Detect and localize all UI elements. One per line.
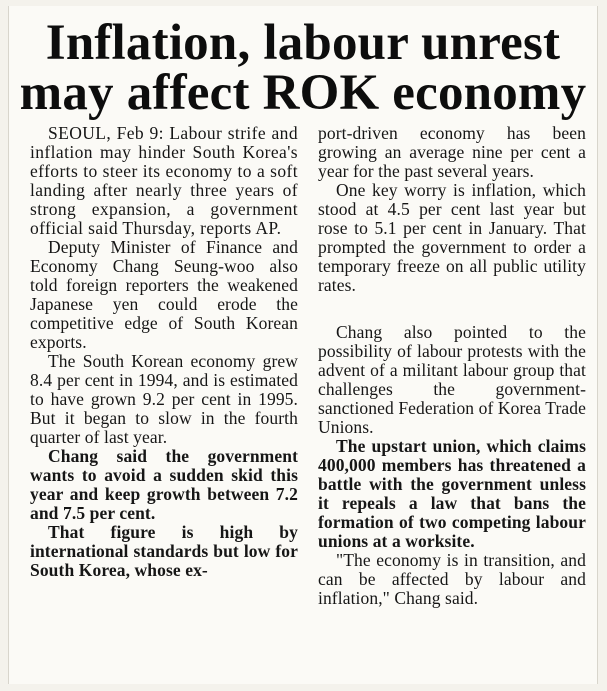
headline [9, 6, 597, 121]
paragraph: That figure is high by international standards but low for South Korea, whose ex- [30, 522, 298, 580]
paragraph: The upstart union, which claims 400,000 members has threatened a battle with the government unless it repeals a law that bans the formation of two competing labour unions at a worksite. [318, 436, 586, 551]
headline-line-2: may affect ROK economy [19, 65, 587, 121]
paragraph: One key worry is inflation, which stood at 4.5 per cent last year but rose to 5.1 per cent in January. That prompted the government to order a temporary freeze on all public utility rates. [318, 180, 586, 295]
headline-line-1: Inflation, labour unrest [45, 15, 561, 71]
article-column-right [318, 124, 586, 608]
paragraph: Chang said the government wants to avoid a sudden skid this year and keep growth between 7.2 and 7.5 per cent. [30, 446, 298, 523]
paragraph: The South Korean economy grew 8.4 per cent in 1994, and is estimated to have grown 9.2 per cent in 1995. But it began to slow in the fourth quarter of last year. [30, 351, 298, 447]
paragraph: Chang also pointed to the possibility of labour protests with the advent of a militant labour group that challenges the government-sanctioned Federation of Korea Trade Unions. [318, 322, 586, 437]
article-column-left [30, 124, 298, 608]
paragraph-lede: SEOUL, Feb 9: Labour strife and inflation may hinder South Korea's efforts to steer its economy to a soft landing after nearly three years of strong expansion, a government official said Thursday, reports AP. [30, 123, 298, 238]
paragraph-continued: port-driven economy has been growing an average nine per cent a year for the past several years. [318, 123, 586, 181]
paragraph: Deputy Minister of Finance and Economy Chang Seung-woo also told foreign reporters the weakened Japanese yen could erode the competitive edge of South Korean exports. [30, 237, 298, 352]
paragraph-closing-quote: "The economy is in transition, and can be affected by labour and inflation," Chang said. [318, 550, 586, 608]
article-body [30, 124, 590, 608]
